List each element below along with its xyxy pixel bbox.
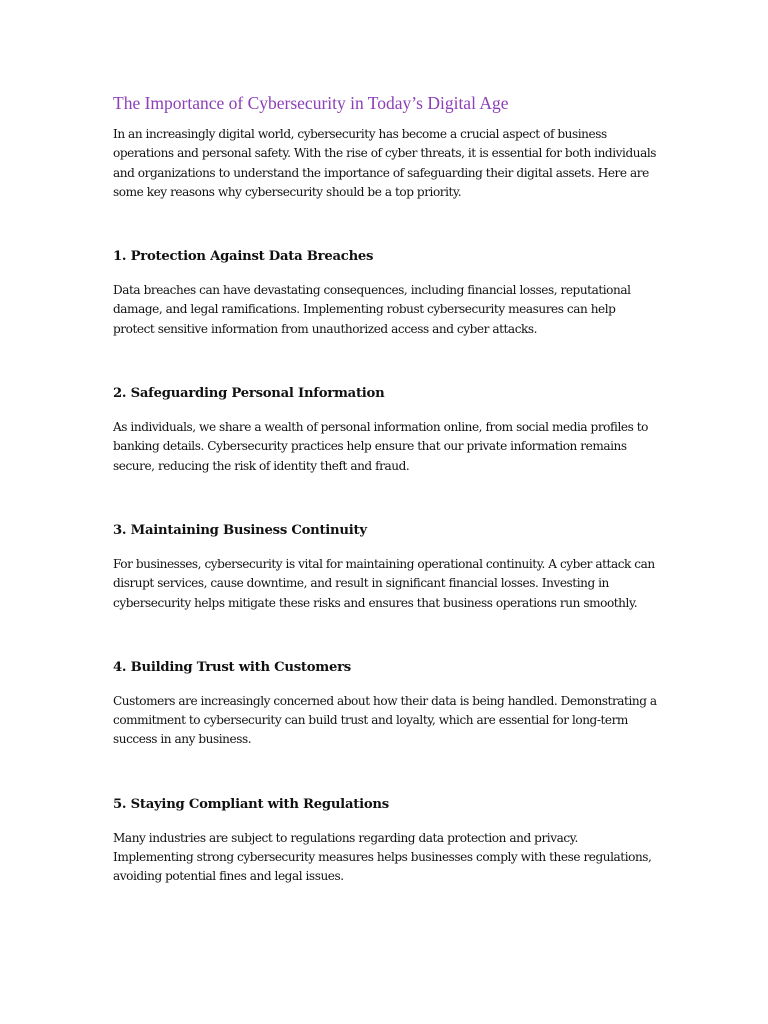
section-heading: 3. Maintaining Business Continuity	[113, 522, 367, 538]
intro-paragraph: In an increasingly digital world, cybersecurity has become a crucial aspect of business operations and personal safety. With the rise of cyber threats, it is essential for both individuals and organizations to understand the importance of safeguarding their digital assets. Here are some key reasons why cybersecurity should be a top priority.	[113, 127, 657, 199]
section-heading: 2. Safeguarding Personal Information	[113, 386, 385, 402]
document-title: The Importance of Cybersecurity in Today’s Digital Age	[113, 93, 509, 113]
section-heading: 5. Staying Compliant with Regulations	[113, 796, 389, 812]
document-content	[113, 92, 658, 887]
section-body: As individuals, we share a wealth of personal information online, from social media profiles to banking details. Cybersecurity practices help ensure that our private information remains secure, reducing the risk of identity theft and fraud.	[113, 420, 648, 473]
section-body: For businesses, cybersecurity is vital for maintaining operational continuity. A cyber attack can disrupt services, cause downtime, and result in significant financial losses. Investing in cybersecurity helps mitigate these risks and ensures that business operations run smoothly.	[113, 556, 655, 610]
section-personal-information	[113, 339, 658, 476]
section-customer-trust	[113, 613, 658, 750]
section-body: Customers are increasingly concerned about how their data is being handled. Demonstrating a commitment to cybersecurity can build trust and loyalty, which are essential for long-term success in any business.	[113, 693, 657, 747]
section-body: Many industries are subject to regulations regarding data protection and privacy. Implementing strong cybersecurity measures helps businesses comply with these regulations, avoiding potential fines and legal issues.	[113, 830, 652, 884]
section-heading: 4. Building Trust with Customers	[113, 659, 351, 675]
section-business-continuity	[113, 476, 658, 613]
section-heading: 1. Protection Against Data Breaches	[113, 249, 374, 265]
section-regulatory-compliance	[113, 750, 658, 887]
section-body: Data breaches can have devastating consequences, including financial losses, reputational damage, and legal ramifications. Implementing robust cybersecurity measures can help protect sensitive information from unauthorized access and cyber attacks.	[113, 283, 631, 336]
section-data-breaches	[113, 202, 658, 339]
